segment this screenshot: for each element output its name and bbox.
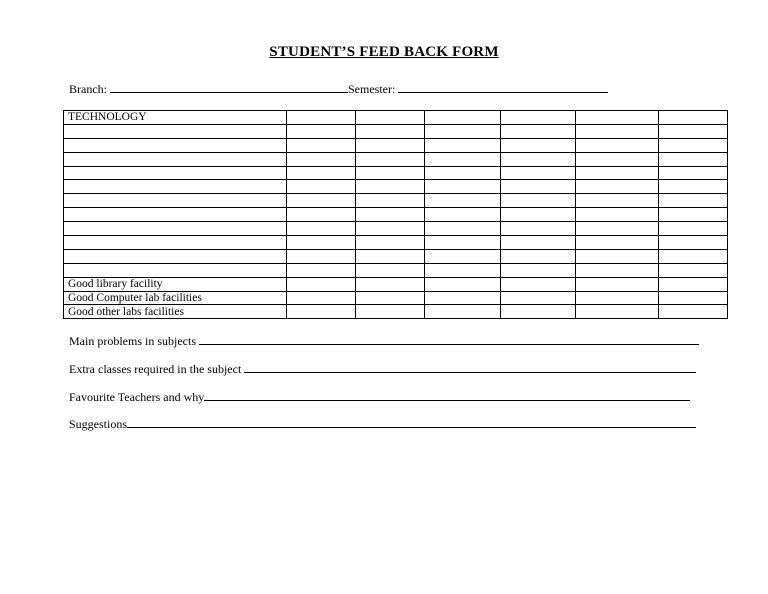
rating-cell[interactable] (287, 152, 356, 166)
rating-cell[interactable] (501, 152, 576, 166)
rating-cell[interactable] (659, 138, 728, 152)
rating-cell[interactable] (576, 291, 659, 305)
table-row (64, 138, 728, 152)
rating-cell[interactable] (501, 180, 576, 194)
rating-cell[interactable] (287, 124, 356, 138)
rating-cell[interactable] (356, 277, 425, 291)
rating-cell[interactable] (501, 236, 576, 250)
row-label-cell (64, 124, 287, 138)
rating-cell[interactable] (501, 124, 576, 138)
rating-cell[interactable] (576, 180, 659, 194)
suggestions-field[interactable] (127, 415, 696, 428)
question-label: Extra classes required in the subject (69, 362, 242, 376)
favourite-teachers-field[interactable] (204, 388, 690, 401)
rating-cell[interactable] (501, 263, 576, 277)
table-row (64, 277, 728, 291)
row-label-cell (64, 263, 287, 277)
rating-cell[interactable] (425, 263, 501, 277)
question-label: Main problems in subjects (69, 334, 196, 348)
row-label-cell: Good other labs facilities (64, 305, 287, 319)
rating-cell[interactable] (356, 249, 425, 263)
question-favourite-teachers (69, 388, 690, 405)
rating-cell[interactable] (659, 111, 728, 125)
rating-cell[interactable] (659, 222, 728, 236)
rating-cell[interactable] (576, 277, 659, 291)
table-row (64, 305, 728, 319)
row-label-cell (64, 194, 287, 208)
rating-cell[interactable] (425, 124, 501, 138)
rating-cell[interactable] (576, 138, 659, 152)
rating-cell[interactable] (659, 194, 728, 208)
branch-label: Branch: (69, 82, 107, 96)
rating-cell[interactable] (287, 111, 356, 125)
row-label-cell: Good Computer lab facilities (64, 291, 287, 305)
question-main-problems (69, 332, 699, 349)
rating-cell[interactable] (287, 166, 356, 180)
row-label-cell (64, 152, 287, 166)
rating-cell[interactable] (501, 194, 576, 208)
branch-field[interactable] (110, 80, 348, 93)
rating-cell[interactable] (659, 236, 728, 250)
semester-field[interactable] (398, 80, 608, 93)
extra-classes-field[interactable] (244, 360, 696, 373)
row-label-cell (64, 138, 287, 152)
semester-label: Semester: (348, 82, 396, 96)
row-label-cell (64, 166, 287, 180)
rating-cell[interactable] (659, 166, 728, 180)
row-label-cell: Good library facility (64, 277, 287, 291)
rating-cell[interactable] (576, 236, 659, 250)
rating-cell[interactable] (425, 180, 501, 194)
rating-cell[interactable] (287, 194, 356, 208)
rating-cell[interactable] (576, 124, 659, 138)
table-row (64, 249, 728, 263)
rating-cell[interactable] (425, 277, 501, 291)
rating-cell[interactable] (287, 138, 356, 152)
rating-cell[interactable] (659, 263, 728, 277)
table-row (64, 291, 728, 305)
table-row (64, 111, 728, 125)
rating-cell[interactable] (659, 208, 728, 222)
rating-cell[interactable] (501, 249, 576, 263)
row-label-cell (64, 208, 287, 222)
rating-cell[interactable] (659, 291, 728, 305)
rating-cell[interactable] (425, 166, 501, 180)
rating-cell[interactable] (356, 263, 425, 277)
rating-cell[interactable] (287, 305, 356, 319)
table-row (64, 236, 728, 250)
rating-cell[interactable] (501, 166, 576, 180)
rating-cell[interactable] (356, 305, 425, 319)
rating-cell[interactable] (501, 291, 576, 305)
row-label-cell (64, 222, 287, 236)
table-row (64, 124, 728, 138)
rating-cell[interactable] (356, 124, 425, 138)
rating-cell[interactable] (287, 277, 356, 291)
rating-cell[interactable] (576, 208, 659, 222)
rating-cell[interactable] (356, 291, 425, 305)
rating-cell[interactable] (576, 305, 659, 319)
rating-cell[interactable] (425, 305, 501, 319)
row-label-cell (64, 249, 287, 263)
question-suggestions (69, 415, 696, 432)
rating-cell[interactable] (425, 222, 501, 236)
rating-cell[interactable] (356, 180, 425, 194)
row-label-cell: TECHNOLOGY (64, 111, 287, 125)
table-row (64, 166, 728, 180)
question-extra-classes (69, 360, 696, 377)
rating-cell[interactable] (501, 222, 576, 236)
rating-cell[interactable] (501, 138, 576, 152)
rating-cell[interactable] (425, 291, 501, 305)
rating-cell[interactable] (356, 236, 425, 250)
rating-cell[interactable] (576, 249, 659, 263)
table-row (64, 208, 728, 222)
main-problems-field[interactable] (199, 332, 699, 345)
table-row (64, 222, 728, 236)
rating-cell[interactable] (425, 236, 501, 250)
rating-cell[interactable] (425, 208, 501, 222)
rating-cell[interactable] (287, 263, 356, 277)
rating-cell[interactable] (287, 249, 356, 263)
rating-cell[interactable] (659, 124, 728, 138)
rating-cell[interactable] (287, 236, 356, 250)
rating-cell[interactable] (356, 111, 425, 125)
rating-cell[interactable] (576, 263, 659, 277)
rating-cell[interactable] (356, 138, 425, 152)
rating-cell[interactable] (356, 152, 425, 166)
rating-cell[interactable] (425, 111, 501, 125)
rating-cell[interactable] (576, 111, 659, 125)
rating-cell[interactable] (501, 277, 576, 291)
rating-cell[interactable] (576, 152, 659, 166)
rating-cell[interactable] (659, 249, 728, 263)
rating-cell[interactable] (659, 180, 728, 194)
rating-cell[interactable] (425, 249, 501, 263)
rating-cell[interactable] (356, 194, 425, 208)
table-row (64, 180, 728, 194)
rating-cell[interactable] (287, 291, 356, 305)
rating-cell[interactable] (287, 180, 356, 194)
rating-cell[interactable] (425, 194, 501, 208)
form-title: STUDENT’S FEED BACK FORM (269, 44, 499, 60)
rating-cell[interactable] (576, 222, 659, 236)
rating-cell[interactable] (356, 166, 425, 180)
feedback-table (63, 110, 728, 319)
rating-cell[interactable] (501, 208, 576, 222)
rating-cell[interactable] (501, 111, 576, 125)
question-label: Favourite Teachers and why (69, 390, 205, 404)
table-row (64, 194, 728, 208)
question-label: Suggestions (69, 417, 128, 431)
rating-cell[interactable] (659, 152, 728, 166)
rating-cell[interactable] (659, 277, 728, 291)
row-label-cell (64, 236, 287, 250)
row-label-cell (64, 180, 287, 194)
rating-cell[interactable] (356, 222, 425, 236)
rating-cell[interactable] (425, 152, 501, 166)
rating-cell[interactable] (501, 305, 576, 319)
rating-cell[interactable] (356, 208, 425, 222)
table-row (64, 263, 728, 277)
rating-cell[interactable] (287, 208, 356, 222)
rating-cell[interactable] (576, 166, 659, 180)
rating-cell[interactable] (576, 194, 659, 208)
rating-cell[interactable] (287, 222, 356, 236)
rating-cell[interactable] (425, 138, 501, 152)
table-row (64, 152, 728, 166)
rating-cell[interactable] (659, 305, 728, 319)
branch-semester-line (69, 80, 608, 97)
